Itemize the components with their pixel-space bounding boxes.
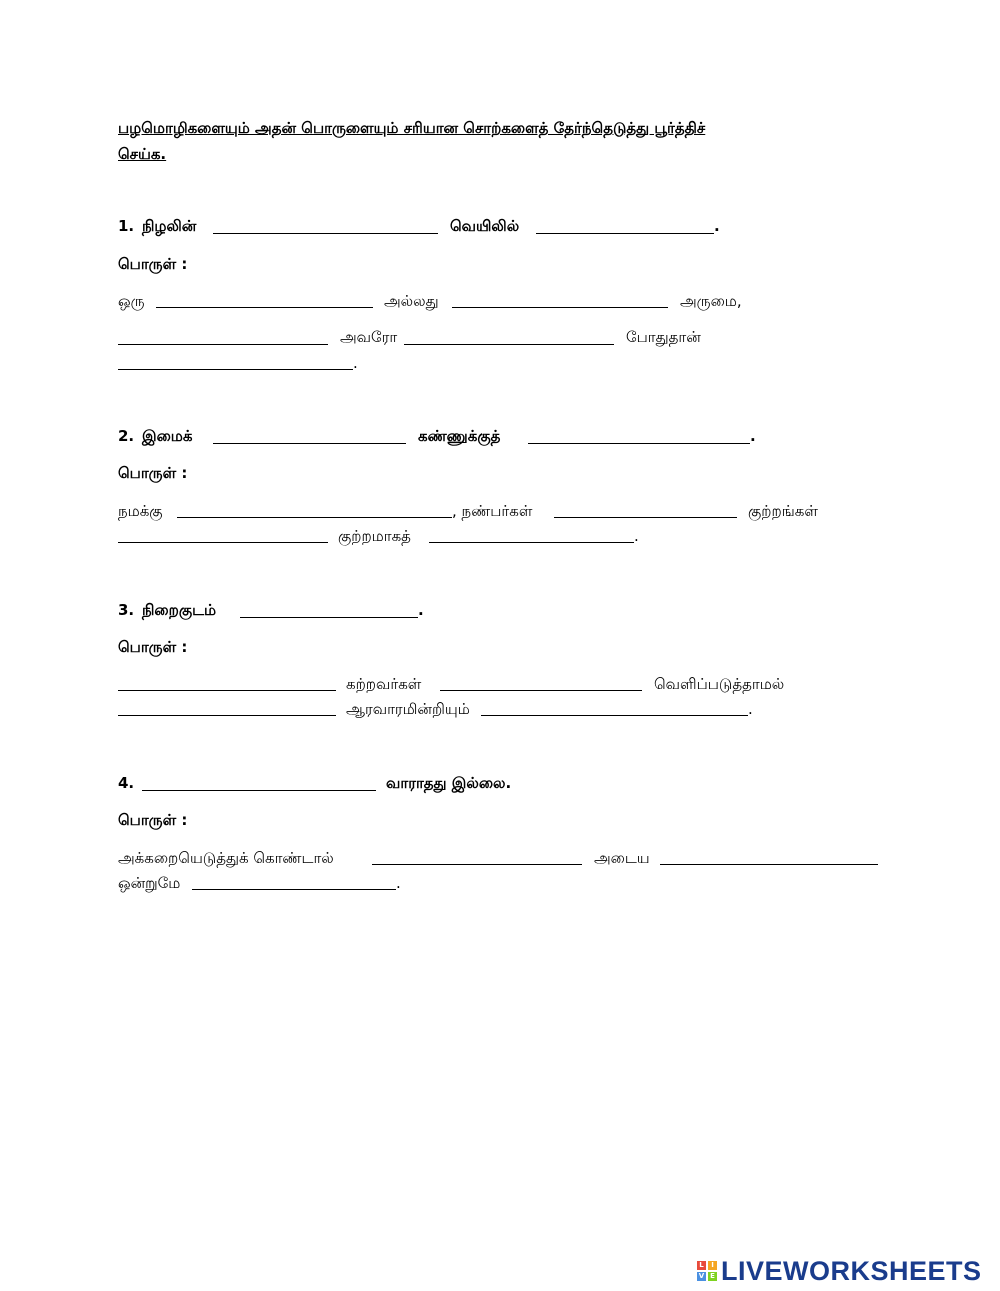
q3-meaning-text-c: ஆரவாரமின்றியும் (346, 700, 470, 718)
q3-meaning-end: . (748, 700, 753, 718)
q1-meaning-blank5[interactable] (118, 369, 353, 370)
instruction-title-line1: பழமொழிகளையும் அதன் பொருளையும் சரியான சொற்களைத் தேர்ந்தெடுத்து பூர்த்திச் (118, 119, 706, 137)
q1-meaning-text-e: போதுதான் (626, 328, 701, 346)
q3-number: 3. (118, 601, 135, 619)
q1-meaning-blank1[interactable] (156, 307, 373, 308)
liveworksheets-logo (697, 1256, 982, 1286)
q3-meaning-blank4[interactable] (481, 715, 748, 716)
q1-blank2[interactable] (536, 233, 714, 234)
q1-blank1[interactable] (213, 233, 438, 234)
q3-blank1[interactable] (240, 617, 418, 618)
q2-end: . (750, 427, 756, 445)
q2-meaning-end: . (634, 527, 639, 545)
q2-meaning-blank3[interactable] (118, 542, 328, 543)
liveworksheets-logo-icon (697, 1261, 717, 1281)
q3-meaning-text-a: கற்றவர்கள் (346, 675, 422, 693)
q2-word2: கண்ணுக்குத் (418, 427, 501, 445)
q4-meaning-text-c: ஒன்றுமே (118, 874, 181, 892)
q2-blank1[interactable] (213, 443, 406, 444)
q3-meaning-blank1[interactable] (118, 690, 336, 691)
q3-meaning-blank2[interactable] (440, 690, 642, 691)
q1-meaning-text-d: அவரோ (340, 328, 398, 346)
q1-meaning-text-c: அருமை, (680, 292, 742, 310)
q3-word1: நிறைகுடம் (142, 601, 217, 619)
q2-blank2[interactable] (528, 443, 750, 444)
q1-meaning-blank2[interactable] (452, 307, 668, 308)
q3-meaning-text-b: வெளிப்படுத்தாமல் (654, 675, 785, 693)
q2-meaning-blank4[interactable] (429, 542, 634, 543)
q2-meaning-blank2[interactable] (554, 517, 737, 518)
q2-meaning-label: பொருள் : (118, 464, 188, 482)
q4-word1: வாராதது இல்லை. (386, 774, 512, 792)
q4-meaning-label: பொருள் : (118, 811, 188, 829)
q1-meaning-blank3[interactable] (118, 344, 328, 345)
q2-meaning-text-d: குற்றமாகத் (338, 527, 411, 545)
q2-meaning-text-b: , நண்பர்கள் (452, 502, 533, 520)
q4-number: 4. (118, 774, 135, 792)
q3-meaning-blank3[interactable] (118, 715, 336, 716)
q1-meaning-text-a: ஒரு (118, 292, 145, 310)
q2-meaning-text-c: குற்றங்கள் (748, 502, 818, 520)
q4-meaning-blank1[interactable] (372, 864, 582, 865)
q1-meaning-blank4[interactable] (404, 344, 614, 345)
q1-meaning-end: . (353, 354, 358, 372)
q3-end: . (418, 601, 424, 619)
logo-letter-i: I (708, 1261, 717, 1270)
q2-number: 2. (118, 427, 135, 445)
q4-meaning-blank3[interactable] (192, 889, 396, 890)
q1-end: . (714, 217, 720, 235)
q1-meaning-label: பொருள் : (118, 255, 188, 273)
instruction-title-line2: செய்க. (118, 145, 167, 163)
q1-meaning-text-b: அல்லது (384, 292, 439, 310)
q4-meaning-blank2[interactable] (660, 864, 878, 865)
logo-letter-e: E (708, 1272, 717, 1281)
q4-meaning-text-a: அக்கறையெடுத்துக் கொண்டால் (118, 849, 334, 867)
liveworksheets-brand: LIVEWORKSHEETS (721, 1255, 982, 1286)
q4-meaning-end: . (396, 874, 401, 892)
q4-meaning-text-b: அடைய (594, 849, 650, 867)
logo-letter-v: V (698, 1272, 705, 1280)
q3-meaning-label: பொருள் : (118, 638, 188, 656)
logo-letter-l: L (697, 1261, 706, 1270)
q1-word1: நிழலின் (142, 217, 197, 235)
q1-word2: வெயிலில் (450, 217, 520, 235)
q4-blank1[interactable] (142, 790, 376, 791)
q2-meaning-text-a: நமக்கு (118, 502, 163, 520)
q2-meaning-blank1[interactable] (177, 517, 452, 518)
q1-number: 1. (118, 217, 135, 235)
q2-word1: இமைக் (142, 427, 193, 445)
